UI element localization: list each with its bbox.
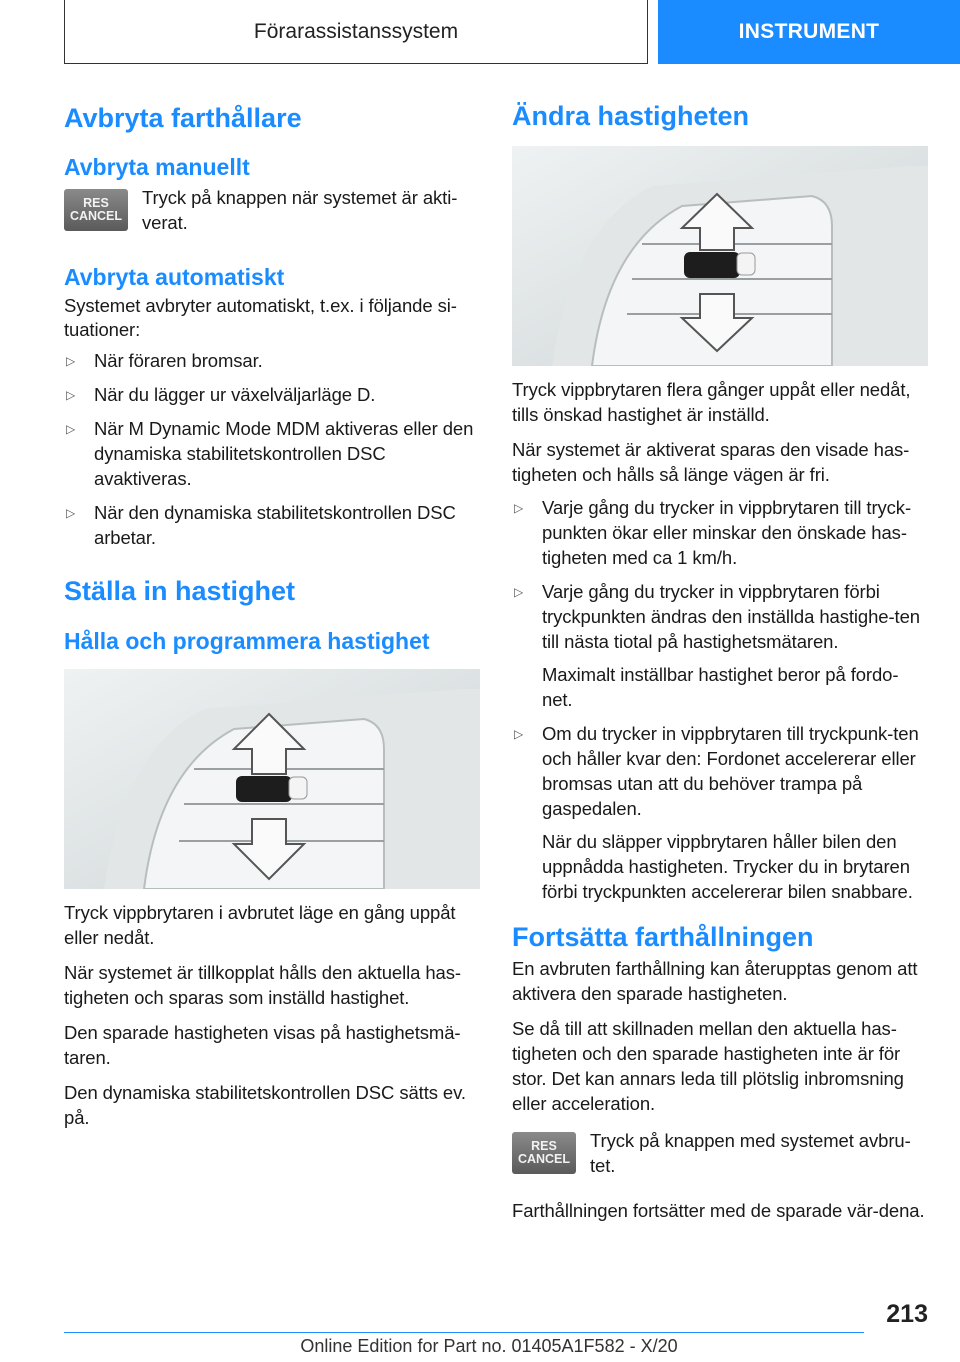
page-number: 213 [886, 1300, 928, 1328]
res-label: RES [83, 195, 109, 210]
header-section-title: Förarassistanssystem [64, 0, 648, 64]
list-item: ▷ När den dynamiska stabilitetskontrollen DSC arbetar. [66, 502, 456, 549]
heading-cancel-cruise: Avbryta farthållare [64, 103, 302, 133]
hold-p1: Tryck vippbrytaren i avbrutet läge en gång uppåt eller nedåt. [64, 902, 456, 949]
item3-note: När du släpper vippbrytaren håller bilen den uppnådda hastigheten. Trycker du in brytaren förbi tryckpunkten accelererar bilen snabbare. [542, 830, 913, 902]
resume-row [512, 1129, 928, 1179]
resume-p3: Farthållningen fortsätter med de sparade vär-dena. [512, 1199, 925, 1221]
list-item: ▷ När föraren bromsar. [66, 350, 263, 372]
change-list-2 [512, 722, 928, 822]
list-item: ▷ Varje gång du trycker in vippbrytaren till tryck-punkten ökar eller minskar den önskade has-tigheten med ca 1 km/h. [514, 497, 912, 569]
change-p2: När systemet är aktiverat sparas den visade has-tigheten och hålls så länge vägen är fri. [512, 439, 910, 486]
resume-button-text: Tryck på knappen med systemet avbru-tet. [590, 1130, 911, 1176]
triangle-bullet-icon: ▷ [66, 422, 76, 437]
heading-cancel-manual: Avbryta manuellt [64, 154, 250, 181]
heading-hold-program: Hålla och programmera hastighet [64, 627, 430, 654]
footer-divider [64, 1332, 864, 1333]
footer-edition-text: Online Edition for Part no. 01405A1F582 - X/20 [300, 1336, 678, 1356]
triangle-bullet-icon: ▷ [66, 354, 76, 369]
header-chapter-tab[interactable]: INSTRUMENT [658, 0, 960, 64]
hold-p4: Den dynamiska stabilitetskontrollen DSC sätts ev. på. [64, 1082, 466, 1128]
cancel-label: CANCEL [69, 208, 123, 223]
auto-intro-text: Systemet avbryter automatiskt, t.ex. i följande si-tuationer: [64, 294, 457, 341]
manual-cancel-row [64, 186, 480, 236]
heading-change-speed: Ändra hastigheten [512, 101, 750, 131]
item2-note: Maximalt inställbar hastighet beror på fordo-net. [542, 664, 899, 711]
res-cancel-button-icon [512, 1132, 576, 1174]
triangle-bullet-icon: ▷ [514, 501, 524, 516]
change-p1: Tryck vippbrytaren flera gånger uppåt eller nedåt, tills önskad hastighet är inställd. [512, 379, 911, 426]
hold-p3: Den sparade hastigheten visas på hastighetsmä-taren. [64, 1022, 461, 1069]
triangle-bullet-icon: ▷ [66, 388, 76, 403]
triangle-bullet-icon: ▷ [514, 585, 524, 600]
list-item: ▷ Varje gång du trycker in vippbrytaren förbi tryckpunkten ändras den inställda hastighe-ten till nästa tiotal på hastighetsmätaren. [514, 581, 920, 653]
rocker-switch-illustration [64, 669, 480, 889]
manual-cancel-text: Tryck på knappen när systemet är akti-verat. [142, 186, 458, 233]
cancel-label: CANCEL [517, 1152, 571, 1166]
list-item: ▷ När M Dynamic Mode MDM aktiveras eller den dynamiska stabilitetskontrollen DSC avaktiveras. [66, 418, 474, 490]
resume-p2: Se då till att skillnaden mellan den aktuella has-tigheten och den sparade hastigheten inte är för stor. Det kan annars leda till plötslig inbromsning eller acceleration. [512, 1018, 904, 1115]
res-label: RES [531, 1138, 557, 1153]
change-list [512, 496, 928, 655]
heading-resume-cruise: Fortsätta farthållningen [512, 921, 814, 952]
heading-set-speed: Ställa in hastighet [64, 576, 296, 607]
resume-p1: En avbruten farthållning kan återupptas genom att aktivera den sparade hastigheten. [512, 958, 918, 1005]
hold-p2: När systemet är tillkopplat hålls den aktuella has-tigheten och sparas som inställd hastighet. [64, 962, 461, 1009]
right-column [512, 96, 928, 1224]
left-column [64, 96, 480, 1131]
list-item: ▷ Om du trycker in vippbrytaren till tryckpunk-ten och håller kvar den: Fordonet accelererar eller bromsas utan att du behöver trampa på gaspedalen. [514, 723, 919, 819]
heading-cancel-auto: Avbryta automatiskt [64, 263, 285, 290]
triangle-bullet-icon: ▷ [66, 506, 76, 521]
auto-cancel-list [64, 349, 480, 551]
triangle-bullet-icon: ▷ [514, 727, 524, 742]
rocker-switch-illustration [512, 146, 928, 366]
list-item: ▷ När du lägger ur växelväljarläge D. [66, 384, 376, 406]
res-cancel-button-icon [64, 189, 128, 231]
